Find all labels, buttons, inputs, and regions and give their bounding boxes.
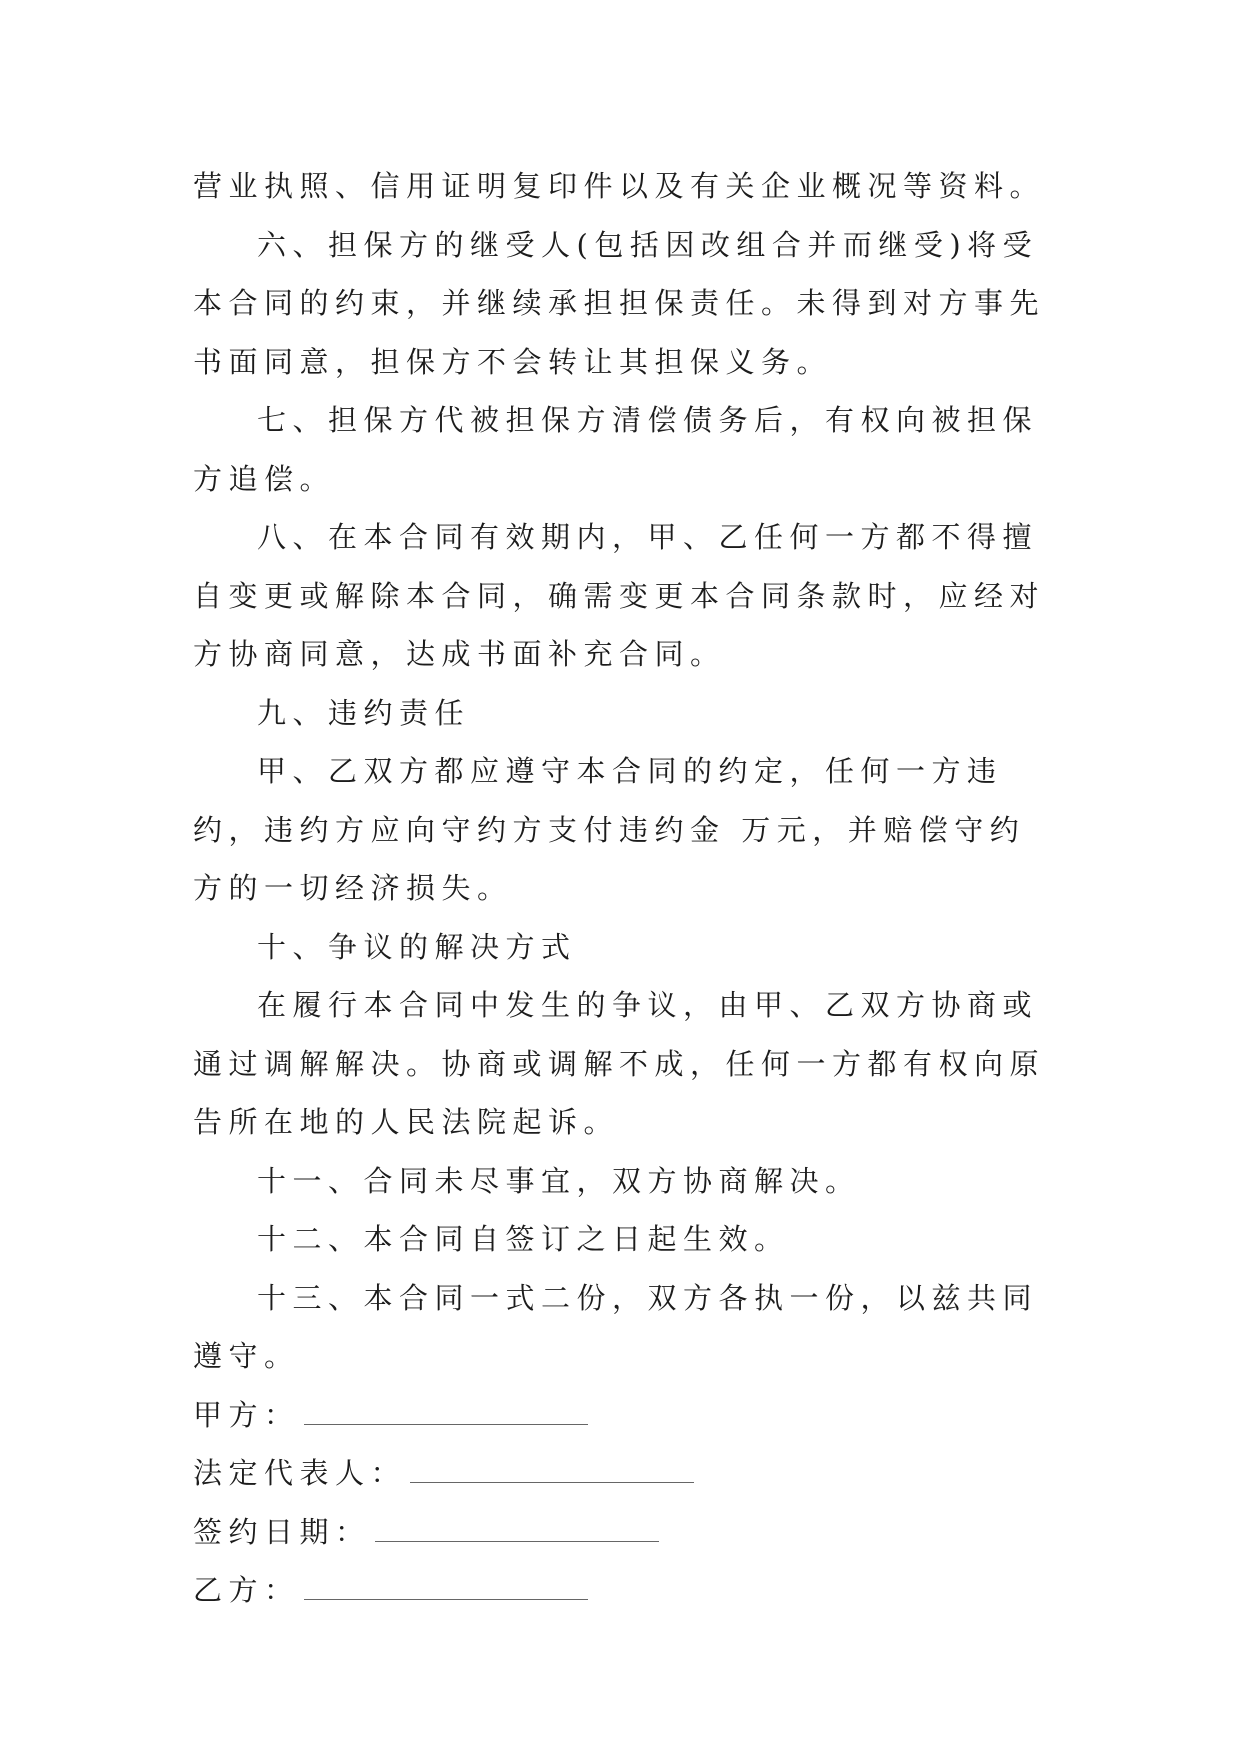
party-a-label: 甲方： bbox=[193, 1397, 300, 1432]
sign-date-label: 签约日期： bbox=[193, 1514, 371, 1549]
clause-11: 十一、合同未尽事宜，双方协商解决。 bbox=[257, 1163, 861, 1198]
clause-12: 十二、本合同自签订之日起生效。 bbox=[257, 1222, 790, 1256]
clause-10-body: 在履行本合同中发生的争议，由甲、乙双方协商或通过调解解决。协商或调解不成，任何一方都有权向原告所在地的人民法院起诉。 bbox=[193, 988, 1046, 1139]
clause-8: 八、在本合同有效期内，甲、乙任何一方都不得擅自变更或解除本合同，确需变更本合同条款时，应经对方协商同意，达成书面补充合同。 bbox=[193, 520, 1046, 671]
clause-9-body: 甲、乙双方都应遵守本合同的约定，任何一方违约，违约方应向守约方支付违约金 万元，并赔偿守约方的一切经济损失。 bbox=[193, 754, 1026, 905]
signature-sign-date bbox=[193, 1503, 1053, 1562]
signature-party-b bbox=[193, 1561, 1053, 1620]
sign-date-blank-line bbox=[375, 1519, 659, 1542]
signature-legal-representative bbox=[193, 1444, 1053, 1503]
clause-6: 六、担保方的继受人(包括因改组合并而继受)将受本合同的约束，并继续承担担保责任。未得到对方事先书面同意，担保方不会转让其担保义务。 bbox=[193, 227, 1046, 379]
clause-7: 七、担保方代被担保方清偿债务后，有权向被担保方追偿。 bbox=[193, 403, 1039, 496]
paragraph-intro: 营业执照、信用证明复印件以及有关企业概况等资料。 bbox=[193, 169, 1046, 203]
clause-9-heading: 九、违约责任 bbox=[257, 695, 471, 730]
party-b-label: 乙方： bbox=[193, 1573, 300, 1607]
clause-10-heading: 十、争议的解决方式 bbox=[257, 929, 577, 964]
clause-13: 十三、本合同一式二份，双方各执一份，以兹共同遵守。 bbox=[193, 1280, 1039, 1373]
legal-representative-label: 法定代表人： bbox=[193, 1456, 407, 1490]
document-body bbox=[193, 157, 1053, 1620]
legal-representative-blank-line bbox=[410, 1460, 694, 1483]
signature-party-a bbox=[193, 1386, 1053, 1445]
party-a-blank-line bbox=[304, 1402, 588, 1425]
party-b-blank-line bbox=[304, 1577, 588, 1600]
